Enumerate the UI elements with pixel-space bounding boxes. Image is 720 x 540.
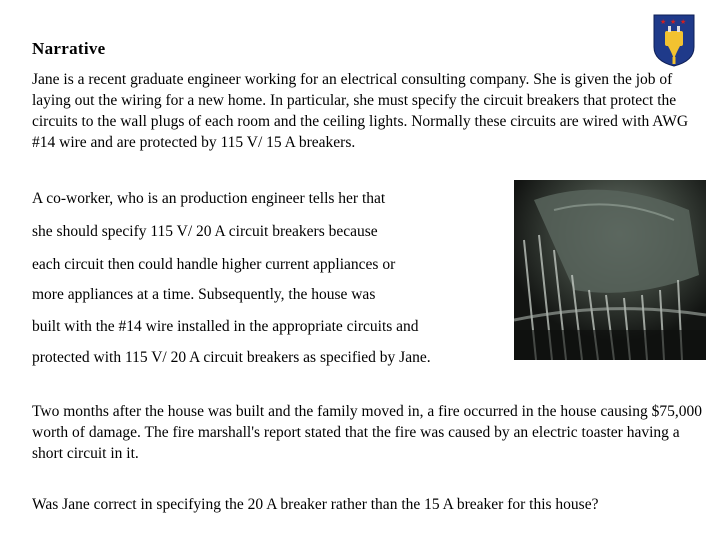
paragraph-line: protected with 115 V/ 20 A circuit breakers as specified by Jane. [32,349,431,366]
page-title: Narrative [32,39,106,58]
svg-text:★: ★ [680,18,687,26]
paragraph-line: she should specify 115 V/ 20 A circuit breakers because [32,223,378,240]
plug-shield-logo-icon [652,13,696,67]
paragraph-line: A co-worker, who is an production engineer tells her that [32,190,386,207]
paragraph-intro: Jane is a recent graduate engineer working for an electrical consulting company. She is given the job of laying out the wiring for a new home. In particular, she must specify the circuit breakers that protect the circuits to the wall plugs of each room and the ceiling lights. Normally these circuits are wired with AWG #14 wire and are protected by 115 V/ 15 A breakers. [32,71,689,151]
paragraph-fire: Two months after the house was built and the family moved in, a fire occurred in the house causing $75,000 worth of damage. The fire marshall's report stated that the fire was caused by an electric toaster having a short circuit in it. [32,403,702,462]
paragraph-line: built with the #14 wire installed in the appropriate circuits and [32,318,419,335]
paragraph-line: more appliances at a time. Subsequently, the house was [32,286,376,303]
burned-toaster-photo [514,180,706,360]
svg-text:★: ★ [670,18,677,26]
question-text: Was Jane correct in specifying the 20 A breaker rather than the 15 A breaker for this house? [32,496,599,513]
svg-text:★: ★ [660,18,667,26]
paragraph-line: each circuit then could handle higher current appliances or [32,256,396,273]
